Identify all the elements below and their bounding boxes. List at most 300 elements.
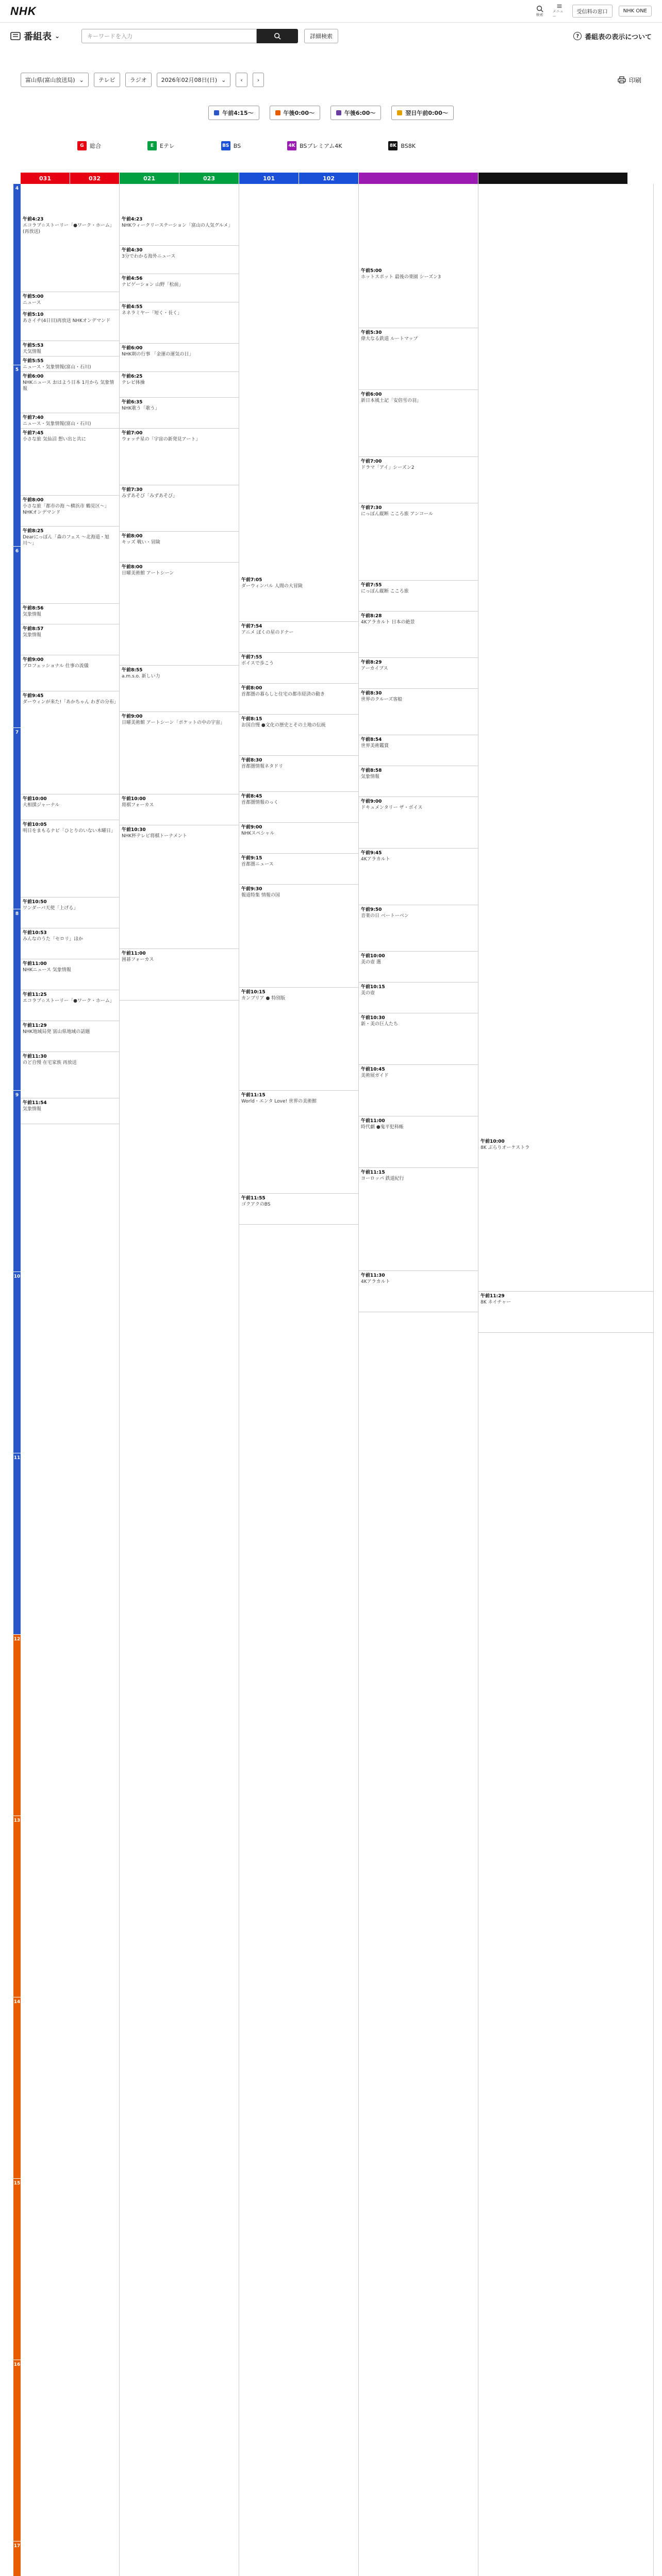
- program-title: 首都圏の暮らしと住宅の都市経済の動き: [241, 692, 325, 697]
- program-time: 午前10:00: [122, 796, 146, 802]
- program-time: 午前5:30: [361, 330, 382, 335]
- program-cell[interactable]: [120, 344, 239, 372]
- program-cell[interactable]: [21, 655, 119, 691]
- program-time: 午前7:05: [241, 578, 262, 583]
- hour-marker: 11: [13, 1453, 21, 1635]
- program-title: NHKニュース おはよう日本 1月から 気象情報: [23, 380, 114, 392]
- program-time: 午前11:25: [23, 992, 47, 997]
- program-title: 新日本風土記「安倍雪の羽」: [361, 398, 422, 403]
- program-title: NHK歌う「歌う」: [122, 406, 160, 411]
- program-cell[interactable]: [21, 372, 119, 413]
- nhk-logo[interactable]: NHK: [10, 4, 37, 18]
- search-icon: [274, 32, 281, 40]
- program-cell[interactable]: [239, 1194, 358, 1225]
- hour-marker: 8: [13, 909, 21, 1091]
- program-time: 午前7:00: [122, 431, 143, 436]
- program-time: 午前7:30: [361, 505, 382, 511]
- program-title: のど自慢 在宅家族 再放送: [23, 1060, 77, 1065]
- program-title: 美術展ガイド: [361, 1073, 389, 1078]
- program-title: ナビゲーション 山野「松前」: [122, 282, 184, 287]
- search-button[interactable]: [257, 29, 298, 43]
- program-time: 午前11:29: [481, 1294, 505, 1299]
- program-cell[interactable]: [359, 457, 478, 503]
- search-icon[interactable]: 検索: [533, 4, 547, 19]
- program-title: 気象情報: [23, 1107, 42, 1112]
- fee-window-button[interactable]: 受信料の窓口: [572, 5, 613, 18]
- program-title: ニュース・気象情報(富山・石川): [23, 365, 91, 370]
- program-title: ダーウィンが来た!「あかちゃん わぎの分布」: [23, 700, 119, 705]
- channel-name: 総合: [90, 143, 101, 149]
- program-title: 小さな旅「都市の海 〜横浜市 鶴見区〜」NHKオンデマンド: [23, 504, 109, 515]
- program-title: テレビ体操: [122, 380, 145, 385]
- program-time: 午前7:54: [241, 624, 262, 629]
- program-time: 午前10:30: [361, 1015, 385, 1021]
- program-title: 8K ネイチャー: [481, 1300, 511, 1305]
- program-cell[interactable]: [120, 563, 239, 666]
- program-time: 午前5:00: [361, 268, 382, 274]
- program-time: 午前10:15: [361, 985, 385, 990]
- hour-marker: 7: [13, 728, 21, 909]
- program-title: キッズ 戦い・冒険: [122, 540, 160, 545]
- program-time: 午前10:45: [361, 1067, 385, 1072]
- channel-badge: E: [147, 141, 157, 150]
- program-title: NHK杯テレビ将棋トーナメント: [122, 834, 187, 839]
- program-title: 大相撲ジャーナル: [23, 803, 60, 808]
- program-time: 午前9:00: [23, 657, 44, 663]
- program-cell[interactable]: [478, 1292, 653, 1333]
- program-cell[interactable]: [239, 854, 358, 885]
- program-title: ドラマ「アイ」シーズン2: [361, 465, 415, 470]
- program-cell[interactable]: [359, 689, 478, 735]
- program-cell[interactable]: [21, 429, 119, 496]
- time-jump-label: 午前4:15〜: [222, 110, 254, 116]
- program-time: 午前8:00: [23, 498, 44, 503]
- channel-column-header: [359, 173, 478, 184]
- program-cell[interactable]: [239, 575, 358, 622]
- date-select[interactable]: 2026年02月08日(日) ⌄: [157, 73, 231, 87]
- nhk-one-button[interactable]: NHK ONE: [619, 6, 652, 16]
- program-time: 午前11:00: [361, 1118, 385, 1124]
- program-column: [239, 184, 359, 2576]
- channel-legend: [0, 138, 662, 154]
- hour-marker: 17: [13, 2541, 21, 2576]
- program-cell[interactable]: [359, 982, 478, 1013]
- program-cell[interactable]: [21, 959, 119, 990]
- program-cell[interactable]: [359, 849, 478, 905]
- hour-marker: 14: [13, 1997, 21, 2179]
- program-cell[interactable]: [239, 792, 358, 823]
- program-title: a.m.s.o. 新しい力: [122, 674, 160, 679]
- program-cell[interactable]: [21, 357, 119, 372]
- program-title: 4Kアラカルト: [361, 1279, 390, 1284]
- program-cell[interactable]: [359, 503, 478, 581]
- time-jump-label: 午後6:00〜: [344, 110, 376, 116]
- program-title: カンブリア ● 特別版: [241, 996, 286, 1001]
- hour-marker: 4: [13, 184, 21, 365]
- program-title: 首都圏情報ネタドリ: [241, 764, 284, 769]
- channel-name: BS: [233, 142, 241, 149]
- hour-marker: 9: [13, 1091, 21, 1272]
- program-time: 午前11:29: [23, 1023, 47, 1028]
- program-column: [478, 184, 654, 2576]
- program-cell[interactable]: [21, 928, 119, 959]
- program-title: NHKウィークリーステーション「富山の人気グルメ」: [122, 223, 233, 228]
- program-cell[interactable]: [120, 666, 239, 712]
- search-group: [81, 29, 298, 43]
- program-time: 午前8:00: [122, 565, 143, 570]
- program-cell[interactable]: [21, 990, 119, 1021]
- hour-marker: 16: [13, 2360, 21, 2541]
- program-cell[interactable]: [120, 372, 239, 398]
- program-cell[interactable]: [239, 684, 358, 715]
- hour-marker: 10: [13, 1272, 21, 1453]
- channel-legend-item: [221, 138, 241, 154]
- program-time: 午前9:00: [241, 825, 262, 830]
- program-time: 午前8:30: [241, 758, 262, 763]
- program-title: 気象情報: [23, 633, 42, 638]
- program-time: 午前8:00: [122, 534, 143, 539]
- program-title: 気象情報: [361, 774, 380, 779]
- program-title: エコラブ☆ストーリー「●ワーク・ホーム」: [23, 998, 114, 1004]
- program-title: 8K ぶらりオーケストラ: [481, 1145, 530, 1150]
- program-cell[interactable]: [359, 766, 478, 797]
- program-time: 午前8:56: [23, 606, 44, 611]
- program-cell[interactable]: [21, 215, 119, 292]
- program-cell[interactable]: [21, 1052, 119, 1098]
- next-date-button[interactable]: ›: [253, 73, 264, 87]
- program-title: 美の壺: [361, 991, 375, 996]
- program-time: 午前6:00: [361, 392, 382, 397]
- page-title[interactable]: 番組表 ⌄: [10, 29, 60, 43]
- program-title: World・エンタ Love! 世界の美術館: [241, 1099, 317, 1104]
- program-cell[interactable]: [21, 341, 119, 357]
- program-time: 午前8:45: [241, 794, 262, 799]
- program-time: 午前10:53: [23, 930, 47, 936]
- program-title: ヨーロッパ 鉄道紀行: [361, 1176, 404, 1181]
- program-cell[interactable]: [21, 604, 119, 624]
- program-cell[interactable]: [359, 905, 478, 952]
- print-button[interactable]: 印刷: [618, 76, 641, 84]
- program-time: 午前9:00: [122, 714, 143, 719]
- time-jump-button[interactable]: [391, 106, 453, 120]
- program-time: 午前5:55: [23, 359, 44, 364]
- program-cell[interactable]: [478, 1137, 653, 1292]
- program-time: 午前9:30: [241, 887, 262, 892]
- program-time: 午前10:15: [241, 990, 266, 995]
- channel-column-header: 023: [179, 173, 239, 184]
- program-cell[interactable]: [120, 429, 239, 485]
- hour-marker: 6: [13, 547, 21, 728]
- program-title: 音楽の日 ベートーベン: [361, 913, 409, 919]
- program-cell[interactable]: [239, 715, 358, 756]
- hour-marker: 15: [13, 2179, 21, 2360]
- program-cell[interactable]: [120, 532, 239, 563]
- printer-icon: [618, 76, 626, 83]
- menu-icon[interactable]: メニュー: [553, 4, 566, 19]
- program-cell[interactable]: [239, 653, 358, 684]
- channel-name: BS8K: [401, 142, 416, 149]
- program-time: 午前8:30: [361, 691, 382, 696]
- clock-icon: [397, 110, 402, 115]
- channel-badge: G: [77, 141, 87, 150]
- program-cell[interactable]: [239, 988, 358, 1091]
- clock-icon: [336, 110, 341, 115]
- region-select[interactable]: 富山県(富山放送局) ⌄: [21, 73, 89, 87]
- program-time: 午前8:57: [23, 626, 44, 632]
- time-jump-button[interactable]: [270, 106, 320, 120]
- program-time: 午前4:56: [122, 276, 143, 281]
- program-cell[interactable]: [21, 310, 119, 341]
- hour-marker: 12: [13, 1635, 21, 1816]
- program-time: 午前11:15: [361, 1170, 385, 1175]
- program-title: ゴクアクのBS: [241, 1202, 271, 1207]
- program-cell[interactable]: [239, 622, 358, 653]
- channel-column-header: 021: [120, 173, 179, 184]
- program-cell[interactable]: [120, 274, 239, 302]
- program-time: 午前7:00: [361, 459, 382, 464]
- hour-marker: 13: [13, 1816, 21, 1997]
- program-cell[interactable]: [21, 1098, 119, 1124]
- title-bar: [0, 26, 662, 46]
- program-time: 午前5:53: [23, 343, 44, 348]
- channel-legend-item: [287, 138, 342, 154]
- help-link[interactable]: ? 番組表の表示について: [573, 31, 652, 41]
- program-time: 午前4:23: [122, 217, 143, 222]
- program-time: 午前9:45: [23, 693, 44, 699]
- program-title: 日曜美術館 アートシーン「ポケットの中の宇宙」: [122, 720, 225, 725]
- program-time: 午前9:45: [361, 851, 382, 856]
- program-time: 午前8:29: [361, 660, 382, 665]
- program-title: にっぽん縦断 こころ旅 アンコール: [361, 512, 434, 517]
- program-time: 午前8:15: [241, 717, 262, 722]
- channel-badge: 8K: [388, 141, 398, 150]
- program-grid: [13, 173, 654, 2576]
- program-title: NHKスペシャル: [241, 831, 275, 836]
- program-time: 午前4:23: [23, 217, 44, 222]
- program-cell[interactable]: [359, 581, 478, 612]
- radio-tab[interactable]: ラジオ: [125, 73, 152, 87]
- program-cell[interactable]: [21, 413, 119, 429]
- clock-icon: [275, 110, 280, 115]
- program-cell[interactable]: [21, 794, 119, 820]
- program-title: プロフェッショナル 仕事の流儀: [23, 664, 89, 669]
- program-time: 午前8:54: [361, 737, 382, 742]
- program-cell[interactable]: [21, 292, 119, 310]
- program-title: アーカイブス: [361, 666, 388, 671]
- program-cell[interactable]: [359, 1065, 478, 1116]
- time-jump-label: 翌日午前0:00〜: [405, 110, 448, 116]
- program-cell[interactable]: [21, 897, 119, 928]
- program-cell[interactable]: [359, 390, 478, 457]
- channel-name: Eテレ: [160, 143, 175, 149]
- program-cell[interactable]: [359, 952, 478, 982]
- program-title: ネネラミヤー「短く・長く」: [122, 311, 183, 316]
- program-cell[interactable]: [359, 328, 478, 390]
- program-time: 午前10:50: [23, 900, 47, 905]
- program-time: 午前4:55: [122, 304, 143, 310]
- program-time: 午前8:28: [361, 614, 382, 619]
- program-title: 3分でわかる海外ニュース: [122, 254, 176, 259]
- program-title: エコラブ☆ストーリー「●ワーク・ホーム」(再放送): [23, 223, 114, 234]
- tv-guide-icon: [10, 31, 21, 41]
- chevron-down-icon: ⌄: [79, 76, 84, 83]
- program-title: ウォッチ星の「宇宙の新発見アート」: [122, 437, 201, 442]
- program-title: 首都圏情報のっく: [241, 800, 278, 805]
- program-cell[interactable]: [21, 1021, 119, 1052]
- program-title: 世界のクルーズ客船: [361, 697, 403, 702]
- filter-bar: [0, 72, 662, 88]
- search-input[interactable]: キーワードを入力: [81, 29, 257, 43]
- program-column: [120, 184, 239, 2576]
- program-cell[interactable]: [359, 735, 478, 766]
- program-title: Dearにっぽん「森のフェス 〜北海道・旭川〜」: [23, 535, 109, 546]
- program-cell[interactable]: [239, 756, 358, 792]
- channel-legend-item: [388, 138, 416, 154]
- program-cell[interactable]: [120, 825, 239, 949]
- program-time: 午前5:10: [23, 312, 44, 317]
- program-title: あさイチ(4日目)再放送 NHKオンデマンド: [23, 318, 111, 324]
- program-cell[interactable]: [21, 496, 119, 527]
- program-time: 午前7:55: [361, 583, 382, 588]
- program-title: ワンダーバ天使「上げる」: [23, 906, 78, 911]
- program-cell[interactable]: [120, 485, 239, 532]
- program-title: ダーウィンバル 人間の大冒険: [241, 584, 303, 589]
- prev-date-button[interactable]: ‹: [236, 73, 247, 87]
- channel-badge: 4K: [287, 141, 296, 150]
- program-cell[interactable]: [359, 1116, 478, 1168]
- program-title: にっぽん縦断 こころ旅: [361, 589, 409, 594]
- program-cell[interactable]: [21, 820, 119, 897]
- program-title: 報道特集 情報の国: [241, 893, 280, 898]
- program-cell[interactable]: [21, 691, 119, 794]
- program-title: ドキュメンタリー ザ・ボイス: [361, 805, 423, 810]
- program-title: ニュース: [23, 300, 41, 306]
- program-cell[interactable]: [359, 1168, 478, 1271]
- program-title: 時代劇 ●鬼平犯科帳: [361, 1125, 404, 1130]
- time-jump-button[interactable]: [330, 106, 381, 120]
- program-time: 午前8:00: [241, 686, 262, 691]
- program-title: 明日をまもるナビ「ひとりのいない木曜日」: [23, 828, 116, 834]
- channel-column-header: 101: [239, 173, 299, 184]
- channel-column-header: 032: [70, 173, 120, 184]
- program-title: アニメ ぼくの星のドナー: [241, 630, 294, 635]
- program-time: 午前10:00: [361, 954, 385, 959]
- program-cell[interactable]: [120, 794, 239, 825]
- program-time: 午前6:25: [122, 374, 143, 379]
- program-time: 午前7:40: [23, 415, 44, 420]
- time-jump-label: 午後0:00〜: [283, 110, 315, 116]
- program-cell[interactable]: [239, 823, 358, 854]
- program-time: 午前6:00: [23, 374, 44, 379]
- program-time: 午前11:30: [361, 1273, 385, 1278]
- program-cell[interactable]: [120, 712, 239, 794]
- program-title: みんなのうた「セロリ」ほか: [23, 937, 84, 942]
- channel-column-header: 031: [21, 173, 70, 184]
- program-cell[interactable]: [21, 624, 119, 655]
- program-cell[interactable]: [120, 398, 239, 429]
- program-title: 首都圏ニュース: [241, 862, 274, 867]
- channel-column-header: 102: [299, 173, 359, 184]
- program-title: 美の壺 選: [361, 960, 381, 965]
- question-icon: ?: [573, 32, 582, 40]
- program-cell[interactable]: [359, 1013, 478, 1065]
- program-cell[interactable]: [359, 797, 478, 849]
- program-title: 将棋フォーカス: [122, 803, 154, 808]
- program-cell[interactable]: [120, 246, 239, 274]
- program-cell[interactable]: [359, 1271, 478, 1312]
- channel-name: BSプレミアム4K: [300, 143, 342, 149]
- program-title: みずあそび「みずあそび」: [122, 494, 178, 499]
- program-title: 世界美術鑑賞: [361, 743, 389, 749]
- program-time: 午前10:00: [23, 796, 47, 802]
- program-title: 囲碁フォーカス: [122, 957, 154, 962]
- time-jump-bar: [0, 106, 662, 120]
- tv-tab[interactable]: テレビ: [94, 73, 120, 87]
- program-title: ホットスポット 最後の楽園 シーズン3: [361, 275, 441, 280]
- program-time: 午前11:30: [23, 1054, 47, 1059]
- time-jump-button[interactable]: [208, 106, 259, 120]
- program-time: 午前6:35: [122, 400, 143, 405]
- program-time: 午前6:00: [122, 346, 143, 351]
- program-title: NHK地域局発 富山県地域の話題: [23, 1029, 90, 1035]
- program-title: 小さな旅 気仙沼 想い出と共に: [23, 437, 86, 442]
- program-time: 午前10:30: [122, 827, 146, 833]
- channel-badge: BS: [221, 141, 230, 150]
- program-time: 午前7:55: [241, 655, 262, 660]
- detail-search-button[interactable]: 詳細検索: [304, 29, 338, 43]
- program-time: 午前9:50: [361, 907, 382, 912]
- program-time: 午前11:54: [23, 1100, 47, 1106]
- channel-legend-item: [147, 138, 175, 154]
- program-title: 日曜美術館 アートシーン: [122, 571, 174, 576]
- program-time: 午前11:00: [23, 961, 47, 967]
- program-title: NHKニュース 気象情報: [23, 968, 71, 973]
- program-title: お国自慢 ●文化の歴史とその土地の伝統: [241, 723, 326, 728]
- program-cell[interactable]: [120, 215, 239, 246]
- program-cell[interactable]: [359, 612, 478, 658]
- program-time: 午前7:45: [23, 431, 44, 436]
- program-time: 午前8:58: [361, 768, 382, 773]
- program-time: 午前8:25: [23, 529, 44, 534]
- program-title: ボイスで歩こう: [241, 661, 274, 666]
- program-time: 午前11:55: [241, 1196, 266, 1201]
- program-time: 午前8:55: [122, 668, 143, 673]
- program-column: [359, 184, 478, 2576]
- program-cell[interactable]: [239, 1091, 358, 1194]
- program-time: 午前10:00: [481, 1139, 505, 1144]
- program-time: 午前11:15: [241, 1093, 266, 1098]
- program-title: 偉大なる鉄道 ルートマップ: [361, 336, 418, 342]
- program-cell[interactable]: [359, 266, 478, 328]
- program-time: 午前10:05: [23, 822, 47, 827]
- channel-column-header: [478, 173, 628, 184]
- program-title: 新・美の巨人たち: [361, 1022, 399, 1027]
- program-title: NHK朝の行事 「金運の運気の日」: [122, 352, 194, 357]
- program-time: 午前9:15: [241, 856, 262, 861]
- program-cell[interactable]: [120, 302, 239, 344]
- program-title: 4Kアラカルト: [361, 857, 390, 862]
- program-cell[interactable]: [359, 658, 478, 689]
- program-title: ニュース・気象情報(富山・石川): [23, 421, 91, 427]
- chevron-down-icon: ⌄: [55, 32, 60, 40]
- chevron-down-icon: ⌄: [221, 76, 226, 83]
- hour-marker: 5: [13, 365, 21, 547]
- program-time: 午前11:00: [122, 951, 146, 956]
- program-cell[interactable]: [239, 885, 358, 988]
- program-column: [21, 184, 120, 2576]
- program-cell[interactable]: [120, 949, 239, 1001]
- program-cell[interactable]: [21, 527, 119, 604]
